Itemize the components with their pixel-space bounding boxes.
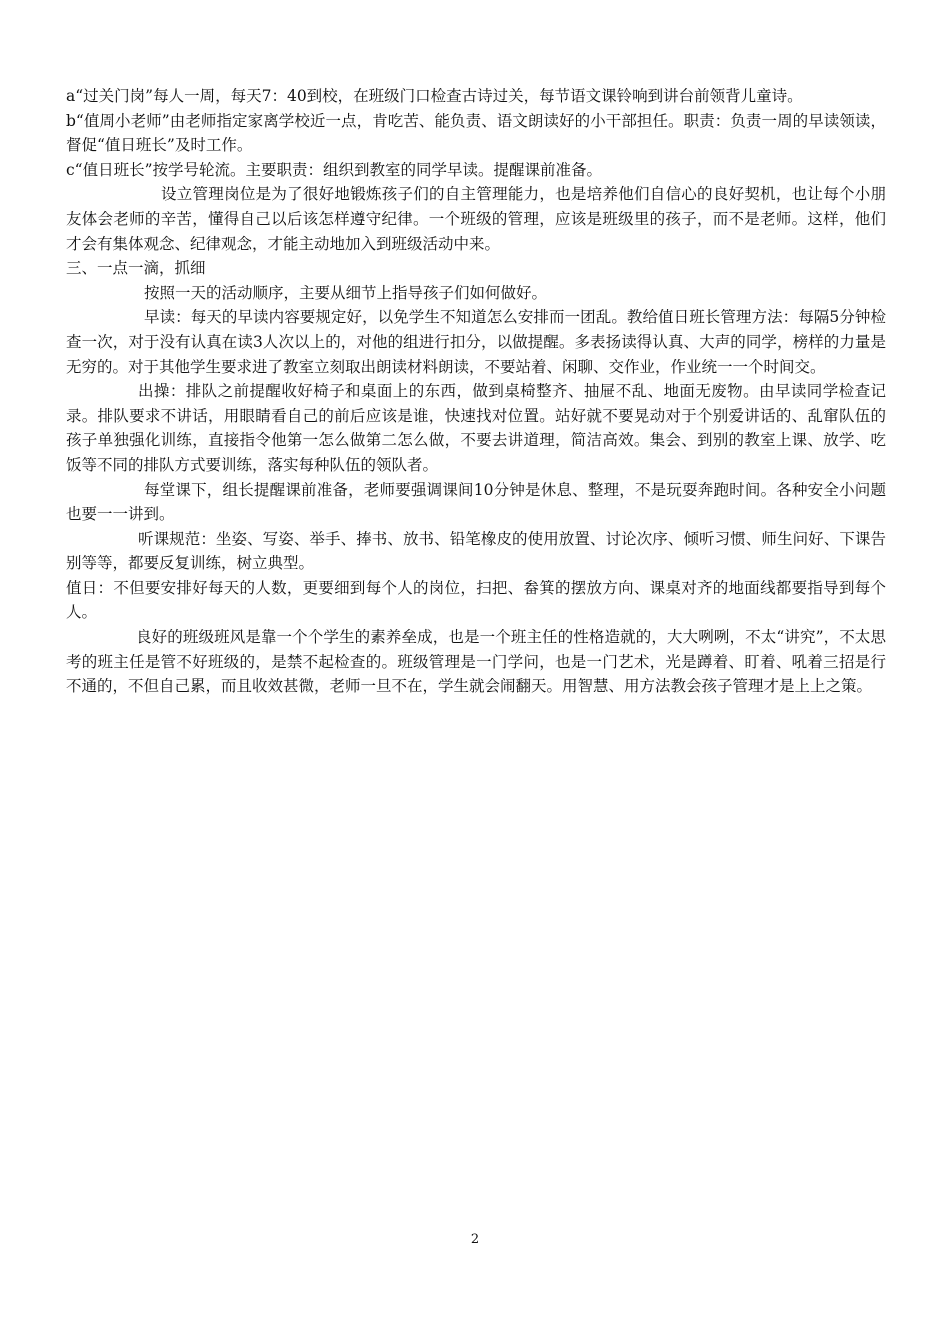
paragraph-conclusion: 良好的班级班风是靠一个个学生的素养垒成，也是一个班主任的性格造就的，大大咧咧，不太“讲究”，不太思考的班主任是管不好班级的，是禁不起检查的。班级管理是一门学问，也是一门艺术，光是蹲着、盯着、吼着三招是行不通的，不但自己累，而且收效甚微，老师一旦不在，学生就会闹翻天。用智慧、用方法教会孩子管理才是上上之策。 [66,628,886,696]
page-number: 2 [470,1232,480,1247]
paragraph-between-classes: 每堂课下，组长提醒课前准备，老师要强调课间10分钟是休息、整理，不是玩耍奔跑时间。各种安全小问题也要一一讲到。 [66,480,886,524]
section-heading: 三、一点一滴，抓细 [66,259,206,278]
paragraph-morning-reading: 早读：每天的早读内容要规定好，以免学生不知道怎么安排而一团乱。教给值日班长管理方法：每隔5分钟检查一次，对于没有认真在读3人次以上的，对他的组进行扣分，以做提醒。多表扬读得认真、大声的同学，榜样的力量是无穷的。对于其他学生要求进了教室立刻取出朗读材料朗读，不要站着、闲聊、交作业，作业统一一个时间交。 [66,308,886,376]
paragraph-class-rules: 听课规范：坐姿、写姿、举手、捧书、放书、铅笔橡皮的使用放置、讨论次序、倾听习惯、师生问好、下课告别等等，都要反复训练，树立典型。 [66,529,886,573]
list-item-daily-monitor: c“值日班长”按学号轮流。主要职责：组织到教室的同学早读。提醒课前准备。 [66,160,603,179]
paragraph-exercise: 出操：排队之前提醒收好椅子和桌面上的东西，做到桌椅整齐、抽屉不乱、地面无废物。由早读同学检查记录。排队要求不讲话，用眼睛看自己的前后应该是谁，快速找对位置。站好就不要晃动对于个别爱讲话的、乱窜队伍的孩子单独强化训练，直接指令他第一怎么做第二怎么做，不要去讲道理，简洁高效。集会、到别的教室上课、放学、吃饭等不同的排队方式要训练，落实每种队伍的领队者。 [66,382,886,474]
paragraph-daily-order: 按照一天的活动顺序，主要从细节上指导孩子们如何做好。 [144,283,548,302]
paragraph-management-purpose: 设立管理岗位是为了很好地锻炼孩子们的自主管理能力，也是培养他们自信心的良好契机，也让每个小朋友体会老师的辛苦，懂得自己以后该怎样遵守纪律。一个班级的管理，应该是班级里的孩子，而不是老师。这样，他们才会有集体观念、纪律观念，才能主动地加入到班级活动中来。 [66,185,886,253]
paragraph-cleaning-duty: 值日：不但要安排好每天的人数，更要细到每个人的岗位，扫把、畚箕的摆放方向、课桌对齐的地面线都要指导到每个人。 [66,578,886,622]
list-item-weekly-teacher: b“值周小老师”由老师指定家离学校近一点，肯吃苦、能负责、语文朗读好的小干部担任。职责：负责一周的早读领读，督促“值日班长”及时工作。 [66,111,886,155]
document-body [66,84,886,699]
list-item-gate-duty: a“过关门岗”每人一周，每天7：40到校，在班级门口检查古诗过关，每节语文课铃响到讲台前领背儿童诗。 [66,87,803,105]
